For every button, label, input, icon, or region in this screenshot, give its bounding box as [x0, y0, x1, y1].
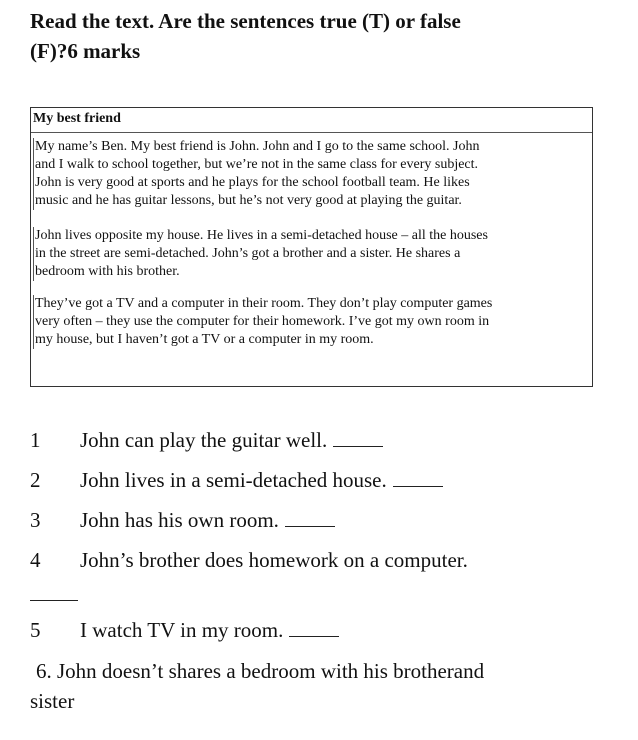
paragraph-line: my house, but I haven’t got a TV or a computer in my room. — [33, 331, 588, 349]
reading-text-box — [30, 107, 593, 387]
text-title: My best friend — [33, 111, 121, 126]
question-number: 5 — [30, 618, 41, 642]
paragraph-line: music and he has guitar lessons, but he’s not very good at playing the guitar. — [33, 192, 588, 210]
paragraph-line: bedroom with his brother. — [33, 263, 588, 281]
answer-blank-4[interactable] — [30, 600, 78, 601]
paragraph-line: John is very good at sports and he plays for the school football team. He likes — [33, 174, 588, 192]
paragraph-line: They’ve got a TV and a computer in their room. They don’t play computer games — [33, 295, 588, 313]
answer-blank-3[interactable] — [285, 508, 335, 527]
question-text: John lives in a semi-detached house. — [80, 468, 387, 492]
paragraph-1 — [33, 138, 588, 210]
paragraph-line: very often – they use the computer for their homework. I’ve got my own room in — [33, 313, 588, 331]
paragraph-line: and I walk to school together, but we’re not in the same class for every subject. — [33, 156, 588, 174]
question-6-line-1: 6. John doesn’t shares a bedroom with his brotherand — [36, 659, 485, 683]
paragraph-line: My name’s Ben. My best friend is John. John and I go to the same school. John — [33, 138, 588, 156]
paragraph-3 — [33, 295, 588, 349]
instruction-line-1: Read the text. Are the sentences true (T) or false — [30, 9, 461, 33]
answer-blank-2[interactable] — [393, 468, 443, 487]
question-text: John has his own room. — [80, 508, 279, 532]
instruction-line-2: (F)?6 marks — [30, 39, 141, 63]
question-6-line-2: sister — [30, 689, 75, 713]
paragraph-line: John lives opposite my house. He lives in a semi-detached house – all the houses — [33, 227, 588, 245]
question-number: 1 — [30, 428, 41, 452]
instruction-heading — [30, 6, 620, 66]
answer-blank-1[interactable] — [333, 428, 383, 447]
question-text: John’s brother does homework on a computer. — [80, 548, 468, 572]
paragraph-line: in the street are semi-detached. John’s got a brother and a sister. He shares a — [33, 245, 588, 263]
question-text: I watch TV in my room. — [80, 618, 284, 642]
question-number: 2 — [30, 468, 41, 492]
question-number: 4 — [30, 548, 41, 572]
title-divider — [31, 132, 592, 133]
answer-blank-5[interactable] — [289, 618, 339, 637]
paragraph-2 — [33, 227, 588, 281]
question-text: John can play the guitar well. — [80, 428, 328, 452]
question-6 — [30, 656, 610, 716]
question-number: 3 — [30, 508, 41, 532]
